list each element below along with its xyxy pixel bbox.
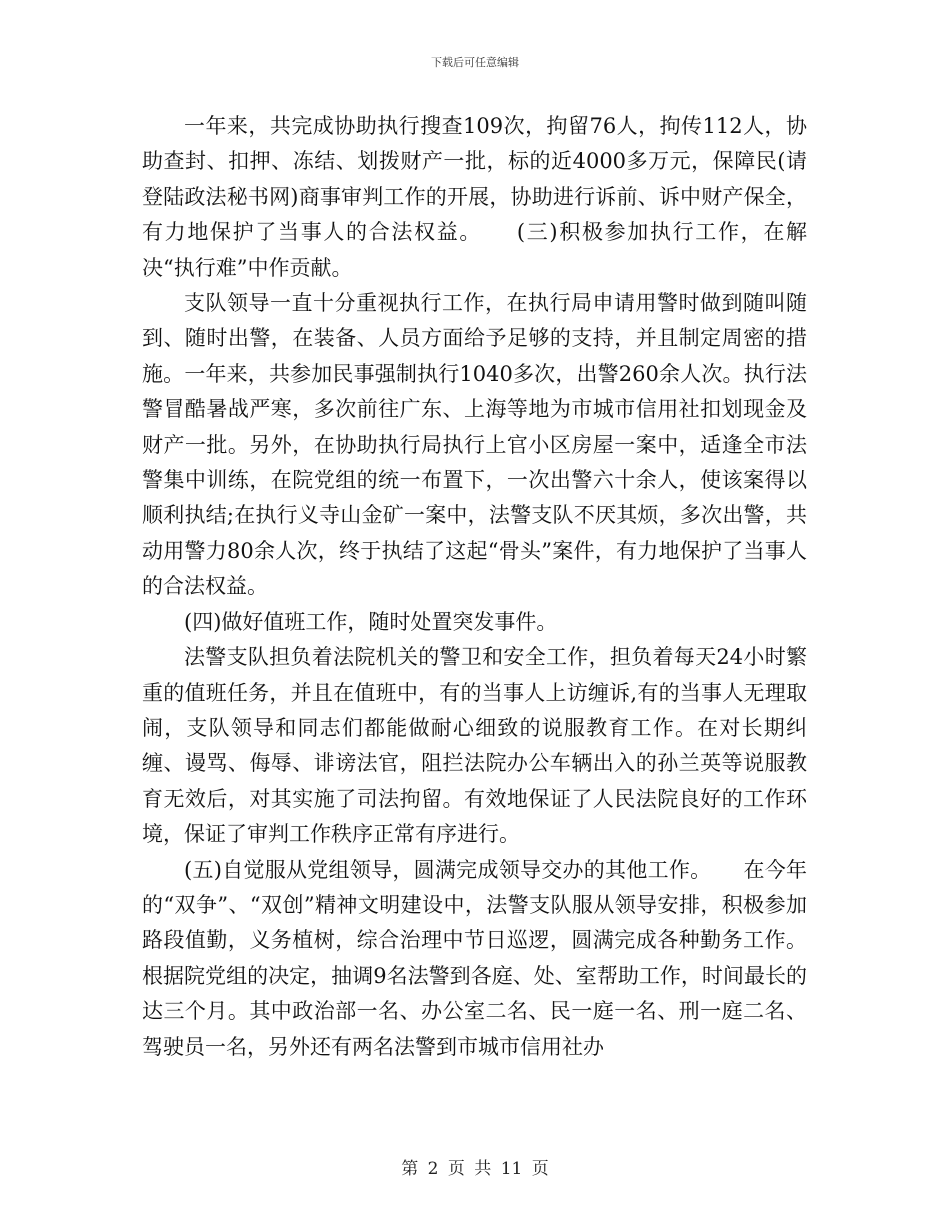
paragraph: 一年来，共完成协助执行搜查109次，拘留76人，拘传112人，协助查封、扣押、冻结、划拨财产一批，标的近4000多万元，保障民(请登陆政法秘书网)商事审判工作的开展，协助进行诉前、诉中财产保全，有力地保护了当事人的合法权益。 (三)积极参加执行工作，在解决“执行难”中作贡献。: [142, 114, 807, 280]
paragraph: 支队领导一直十分重视执行工作，在执行局申请用警时做到随叫随到、随时出警，在装备、人员方面给予足够的支持，并且制定周密的措施。一年来，共参加民事强制执行1040多次，出警260余人次。执行法警冒酷暑战严寒，多次前往广东、上海等地为市城市信用社扣划现金及财产一批。另外，在协助执行局执行上官小区房屋一案中，适逢全市法警集中训练，在院党组的统一布置下，一次出警六十余人，使该案得以顺利执结;在执行义寺山金矿一案中，法警支队不厌其烦，多次出警，共动用警力80余人次，终于执结了这起“骨头”案件，有力地保护了当事人的合法权益。: [142, 291, 807, 599]
paragraph: 法警支队担负着法院机关的警卫和安全工作，担负着每天24小时繁重的值班任务，并且在值班中，有的当事人上访缠诉,有的当事人无理取闹，支队领导和同志们都能做耐心细致的说服教育工作。在对长期纠缠、谩骂、侮辱、诽谤法官，阻拦法院办公车辆出入的孙兰英等说服教育无效后，对其实施了司法拘留。有效地保证了人民法院良好的工作环境，保证了审判工作秩序正常有序进行。: [142, 645, 807, 847]
header-note: 下载后可任意编辑: [431, 56, 519, 69]
page-number-footer: 第 2 页 共 11 页: [401, 1159, 549, 1179]
paragraph: (五)自觉服从党组领导，圆满完成领导交办的其他工作。 在今年的“双争”、“双创”精神文明建设中，法警支队服从领导安排，积极参加路段值勤，义务植树，综合治理中节日巡逻，圆满完成各种勤务工作。根据院党组的决定，抽调9名法警到各庭、处、室帮助工作，时间最长的达三个月。其中政治部一名、办公室二名、民一庭一名、刑一庭二名、驾驶员一名，另外还有两名法警到市城市信用社办: [142, 857, 807, 1059]
paragraph: (四)做好值班工作，随时处置突发事件。: [184, 609, 558, 634]
document-body: [142, 109, 807, 1065]
